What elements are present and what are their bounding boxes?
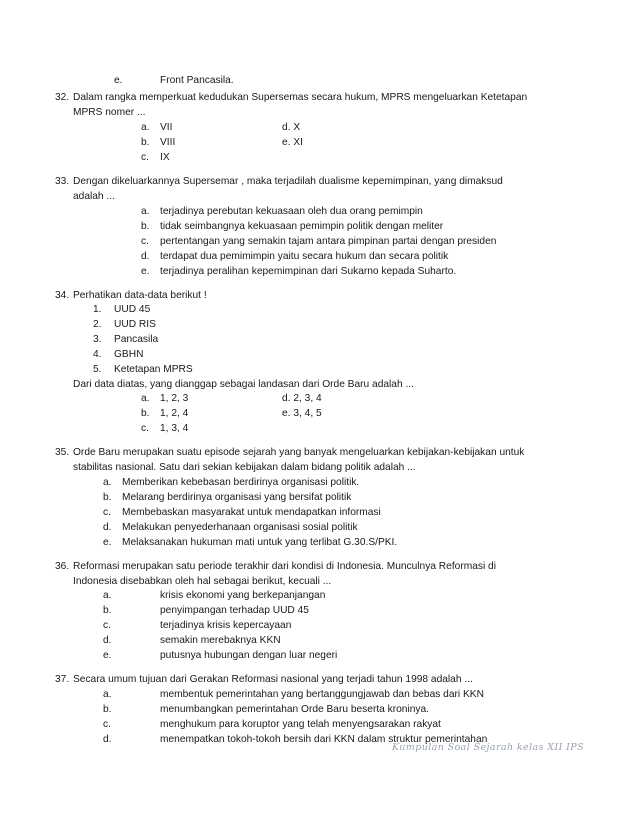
text-line: a. [103, 477, 112, 488]
text-line: VIII [160, 137, 176, 148]
text-line: e. XI [282, 137, 303, 148]
text-line: Melakukan penyederhanaan organisasi sosial politik [122, 522, 358, 533]
text-line: membentuk pemerintahan yang bertanggungjawab dan bebas dari KKN [160, 689, 484, 700]
text-line: 33. [55, 176, 70, 187]
text-line: IX [160, 152, 170, 163]
text-line: c. [141, 236, 149, 247]
text-line: UUD RIS [114, 319, 156, 330]
text-line: e. [103, 537, 112, 548]
text-line: b. [141, 408, 150, 419]
text-line: a. [103, 590, 112, 601]
text-line: a. [141, 122, 150, 133]
text-line: c. [141, 152, 149, 163]
text-line: b. [141, 221, 150, 232]
text-line: d. 2, 3, 4 [282, 393, 322, 404]
text-line: penyimpangan terhadap UUD 45 [160, 605, 309, 616]
text-line: Secara umum tujuan dari Gerakan Reformasi nasional yang terjadi tahun 1998 adalah ... [73, 674, 473, 685]
text-line: menumbangkan pemerintahan Orde Baru beserta kroninya. [160, 704, 429, 715]
text-line: Front Pancasila. [160, 75, 234, 86]
text-line: menempatkan tokoh-tokoh bersih dari KKN dalam struktur pemerintahan [160, 734, 488, 745]
text-line: d. [103, 734, 112, 745]
text-line: Dalam rangka memperkuat kedudukan Supersemas secara hukum, MPRS mengeluarkan Ketetapan [73, 92, 528, 103]
text-line: menghukum para koruptor yang telah menyengsarakan rakyat [160, 719, 441, 730]
text-line: a. [103, 689, 112, 700]
text-line: 1, 3, 4 [160, 423, 189, 434]
text-line: c. [103, 620, 111, 631]
text-line: c. [103, 507, 111, 518]
text-line: stabilitas nasional. Satu dari sekian kebijakan dalam bidang politik adalah ... [73, 462, 416, 473]
text-line: e. 3, 4, 5 [282, 408, 322, 419]
text-line: a. [141, 206, 150, 217]
text-line: UUD 45 [114, 304, 151, 315]
text-line: d. X [282, 122, 301, 133]
text-line: b. [141, 137, 150, 148]
text-line: 34. [55, 290, 70, 301]
text-line: krisis ekonomi yang berkepanjangan [160, 590, 326, 601]
text-line: Memberikan kebebasan berdirinya organisasi politik. [122, 477, 360, 488]
text-line: Melaksanakan hukuman mati untuk yang terlibat G.30.S/PKI. [122, 537, 398, 548]
text-line: Dari data diatas, yang dianggap sebagai landasan dari Orde Baru adalah ... [73, 379, 414, 390]
text-line: Orde Baru merupakan suatu episode sejarah yang banyak mengeluarkan kebijakan-kebijakan untuk [73, 447, 525, 458]
text-line: c. [141, 423, 149, 434]
text-line: Pancasila [114, 334, 159, 345]
text-line: 5. [93, 364, 102, 375]
text-line: Ketetapan MPRS [114, 364, 193, 375]
text-line: 36. [55, 561, 70, 572]
text-line: 1, 2, 4 [160, 408, 189, 419]
text-line: 4. [93, 349, 102, 360]
text-line: terdapat dua pemimimpin yaitu secara hukum dan secara politik [160, 251, 449, 262]
text-line: 3. [93, 334, 102, 345]
text-line: Membebaskan masyarakat untuk mendapatkan informasi [122, 507, 381, 518]
text-line: semakin merebaknya KKN [160, 635, 281, 646]
text-line: Dengan dikeluarkannya Supersemar , maka terjadilah dualisme kepemimpinan, yang dimaksud [73, 176, 503, 187]
text-line: b. [103, 704, 112, 715]
text-line: e. [141, 266, 150, 277]
text-line: d. [103, 635, 112, 646]
text-line: VII [160, 122, 173, 133]
page-footer: Kumpulan Soal Sejarah kelas XII IPS [392, 742, 585, 753]
text-line: b. [103, 605, 112, 616]
text-line: 2. [93, 319, 102, 330]
text-line: a. [141, 393, 150, 404]
text-line: terjadinya krisis kepercayaan [160, 620, 292, 631]
text-line: Melarang berdirinya organisasi yang bersifat politik [122, 492, 352, 503]
text-line: 1. [93, 304, 102, 315]
text-line: tidak seimbangnya kekuasaan pemimpin politik dengan meliter [160, 221, 444, 232]
text-line: 1, 2, 3 [160, 393, 189, 404]
text-line: pertentangan yang semakin tajam antara pimpinan partai dengan presiden [160, 236, 497, 247]
text-line: 37. [55, 674, 70, 685]
text-line: terjadinya perebutan kekuasaan oleh dua orang pemimpin [160, 206, 423, 217]
text-line: Reformasi merupakan satu periode terakhir dari kondisi di Indonesia. Munculnya Reformasi di [73, 561, 496, 572]
text-line: b. [103, 492, 112, 503]
text-line: MPRS nomer ... [73, 107, 146, 118]
text-line: terjadinya peralihan kepemimpinan dari Sukarno kepada Suharto. [160, 266, 457, 277]
text-line: c. [103, 719, 111, 730]
text-line: 32. [55, 92, 70, 103]
text-line: e. [103, 650, 112, 661]
text-line: d. [141, 251, 150, 262]
text-line: 35. [55, 447, 70, 458]
text-line: adalah ... [73, 191, 115, 202]
text-line: Perhatikan data-data berikut ! [73, 290, 207, 301]
text-line: putusnya hubungan dengan luar negeri [160, 650, 338, 661]
text-line: d. [103, 522, 112, 533]
text-line: GBHN [114, 349, 144, 360]
text-line: e. [114, 75, 123, 86]
text-line: Indonesia disebabkan oleh hal sebagai berikut, kecuali ... [73, 576, 332, 587]
